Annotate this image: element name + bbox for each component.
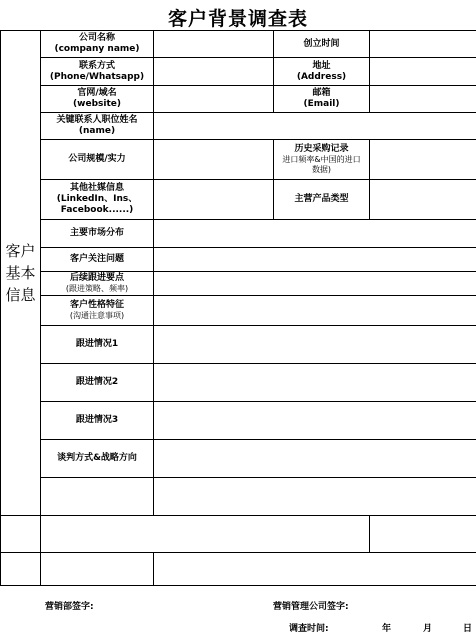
label-company-name: 公司名称 (company name): [41, 31, 154, 58]
section-label-line: 客户: [5, 242, 36, 260]
form-title: 客户背景调查表: [167, 8, 308, 30]
label-social: 其他社媒信息 (LinkedIn、Ins、 Facebook......): [41, 180, 154, 220]
field-founded[interactable]: [370, 31, 476, 58]
field-contact[interactable]: [154, 58, 274, 86]
section-label-line: 信息: [5, 286, 36, 304]
field-purchase-history[interactable]: [370, 140, 476, 180]
blank-side-cell: [1, 553, 41, 586]
label-followup-1: 跟进情况1: [41, 326, 154, 364]
label-key-contact: 关键联系人职位姓名 (name): [41, 113, 154, 140]
label-concerns: 客户关注问题: [41, 248, 154, 272]
field-personality[interactable]: [154, 296, 476, 326]
label-main-products: 主营产品类型: [274, 180, 370, 220]
day-label: 日: [463, 624, 473, 634]
label-founded: 创立时间: [274, 31, 370, 58]
field-key-contact[interactable]: [154, 113, 476, 140]
label-contact: 联系方式 (Phone/Whatsapp): [41, 58, 154, 86]
label-address: 地址 (Address): [274, 58, 370, 86]
blank-field-cell[interactable]: [41, 516, 370, 553]
field-email[interactable]: [370, 86, 476, 113]
label-purchase-history: 历史采购记录 进口频率&中国的进口 数据): [274, 140, 370, 180]
sales-sign-label: 营销部签字:: [45, 602, 94, 612]
label-scale: 公司规模/实力: [41, 140, 154, 180]
month-label: 月: [423, 624, 433, 634]
field-address[interactable]: [370, 58, 476, 86]
field-main-products[interactable]: [370, 180, 476, 220]
blank-field-cell[interactable]: [154, 553, 476, 586]
label-followup-3: 跟进情况3: [41, 402, 154, 440]
field-followup-2[interactable]: [154, 364, 476, 402]
field-followup-3[interactable]: [154, 402, 476, 440]
field-scale[interactable]: [154, 140, 274, 180]
field-social[interactable]: [154, 180, 274, 220]
label-followup-2: 跟进情况2: [41, 364, 154, 402]
section-label-line: 基本: [5, 264, 36, 282]
blank-label-cell: [41, 478, 154, 516]
blank-label-cell: [1, 516, 41, 553]
field-followup-1[interactable]: [154, 326, 476, 364]
label-personality: 客户性格特征 (沟通注意事项): [41, 296, 154, 326]
mgmt-sign-label: 营销管理公司签字:: [273, 602, 349, 612]
field-followup-points[interactable]: [154, 272, 476, 296]
year-label: 年: [382, 624, 392, 634]
label-email: 邮箱 (Email): [274, 86, 370, 113]
field-website[interactable]: [154, 86, 274, 113]
section-label-basic-info: [1, 31, 41, 516]
field-concerns[interactable]: [154, 248, 476, 272]
label-website: 官网/域名 (website): [41, 86, 154, 113]
signature-row: [0, 596, 476, 614]
survey-date-row: [0, 618, 476, 634]
label-market: 主要市场分布: [41, 220, 154, 248]
survey-time-label: 调查时间:: [289, 624, 329, 634]
blank-field-cell[interactable]: [154, 478, 476, 516]
field-market[interactable]: [154, 220, 476, 248]
field-negotiation[interactable]: [154, 440, 476, 478]
label-followup-points: 后续跟进要点 (跟进策略、频率): [41, 272, 154, 296]
field-company-name[interactable]: [154, 31, 274, 58]
label-negotiation: 谈判方式&战略方向: [41, 440, 154, 478]
customer-info-table: [0, 30, 476, 586]
blank-label-cell: [41, 553, 154, 586]
